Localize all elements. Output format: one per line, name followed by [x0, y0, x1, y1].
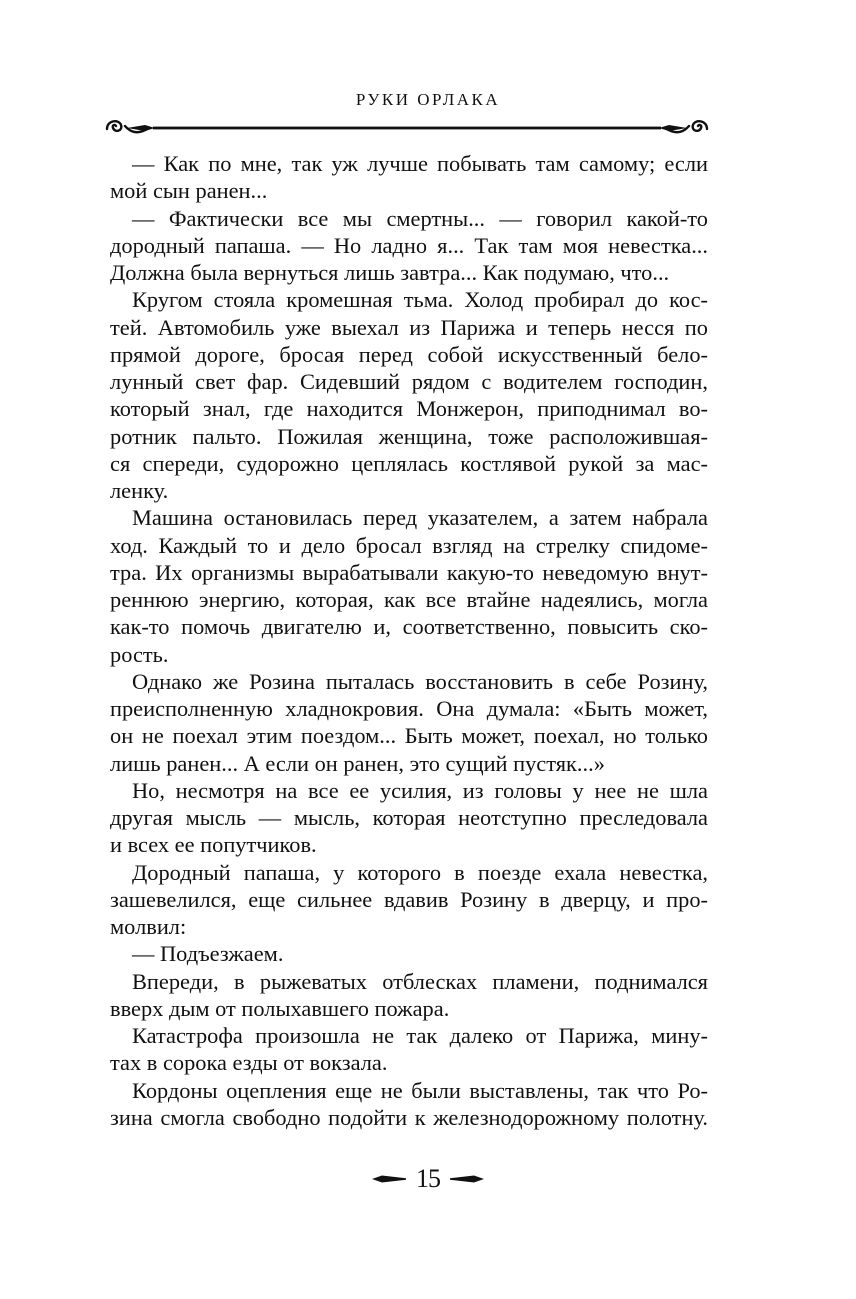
text-line: молвил: [110, 914, 187, 939]
paragraph-9 [110, 968, 708, 1023]
text-line: вверх дым от полыхавшего пожара. [110, 995, 450, 1021]
text-line: — Фактически все мы смертны... — говорил какой-то [132, 205, 708, 231]
paragraph-5 [110, 668, 708, 777]
paragraph-8 [110, 940, 708, 967]
text-line: преисполненную хладнокровия. Она думала: «Быть может, [110, 696, 708, 721]
text-line: прямой дороге, бросая перед собой искусственный бело- [110, 341, 708, 367]
text-line: — Подъезжаем. [132, 941, 284, 967]
text-line: тра. Их организмы вырабатывали какую-то неведомую внут- [110, 559, 708, 585]
text-line: ленку. [110, 478, 169, 503]
text-line: реннюю энергию, которая, как все втайне надеялись, могла [110, 587, 708, 612]
text-line: лунный свет фар. Сидевший рядом с водителем господин, [110, 369, 708, 394]
text-line: как-то помочь двигателю и, соответственно, повысить ско- [110, 614, 708, 640]
text-line: — Как по мне, так уж лучше побывать там самому; если [132, 151, 708, 176]
folio [0, 1162, 856, 1196]
right-spear-ornament-icon [450, 1174, 484, 1184]
text-line: Кордоны оцепления еще не были выставлены, так что Ро- [132, 1077, 708, 1103]
text-line: и всех ее попутчиков. [110, 832, 317, 858]
text-line: Катастрофа произошла не так далеко от Парижа, мину- [132, 1023, 708, 1048]
text-line: Однако же Розина пыталась восстановить в себе Розину, [132, 668, 708, 694]
body-text [110, 150, 708, 1131]
paragraph-2 [110, 205, 708, 287]
text-line: ротник пальто. Пожилая женщина, тоже расположившая- [110, 423, 708, 449]
text-line: Кругом стояла кромешная тьма. Холод пробирал до кос- [132, 287, 708, 313]
text-line: Машина остановилась перед указателем, а затем набрала [132, 505, 708, 531]
text-line: Дородный папаша, у которого в поезде ехала невестка, [132, 859, 708, 885]
left-spear-ornament-icon [372, 1174, 406, 1184]
text-line: рость. [110, 641, 169, 667]
text-line: Должна была вернуться лишь завтра... Как подумаю, что... [110, 260, 670, 285]
paragraph-6 [110, 777, 708, 859]
text-line: дородный папаша. — Но ладно я... Так там моя невестка... [110, 232, 708, 258]
text-line: ся спереди, судорожно цеплялась костлявой рукой за мас- [110, 450, 708, 476]
text-line: мой сын ранен... [110, 178, 268, 204]
text-line: лишь ранен... А если он ранен, это сущий пустяк...» [110, 750, 605, 776]
text-line: Впереди, в рыжеватых отблесках пламени, поднимался [132, 968, 708, 994]
paragraph-7 [110, 859, 708, 941]
paragraph-11 [110, 1077, 708, 1132]
text-line: тей. Автомобиль уже выехал из Парижа и теперь несся по [110, 314, 708, 340]
text-line: зашевелился, еще сильнее вдавив Розину в дверцу, и про- [110, 886, 708, 912]
text-line: Но, несмотря на все ее усилия, из головы у нее не шла [132, 777, 708, 803]
paragraph-10 [110, 1022, 708, 1077]
text-line: другая мысль — мысль, которая неотступно преследовала [110, 805, 708, 830]
running-head-title: РУКИ ОРЛАКА [355, 90, 501, 109]
text-line: он не поехал этим поездом... Быть может, поехал, но только [110, 723, 708, 749]
text-line: зина смогла свободно подойти к железнодорожному полотну. [110, 1104, 708, 1130]
paragraph-4 [110, 504, 708, 668]
text-line: тах в сорока езды от вокзала. [110, 1050, 388, 1076]
header-ornament-rule-icon [103, 117, 711, 139]
text-line: ход. Каждый то и дело бросал взгляд на стрелку спидоме- [110, 532, 708, 558]
paragraph-3 [110, 286, 708, 504]
page-number: 15 [416, 1164, 440, 1193]
paragraph-1 [110, 150, 708, 205]
text-line: который знал, где находится Монжерон, приподнимал во- [110, 396, 708, 422]
